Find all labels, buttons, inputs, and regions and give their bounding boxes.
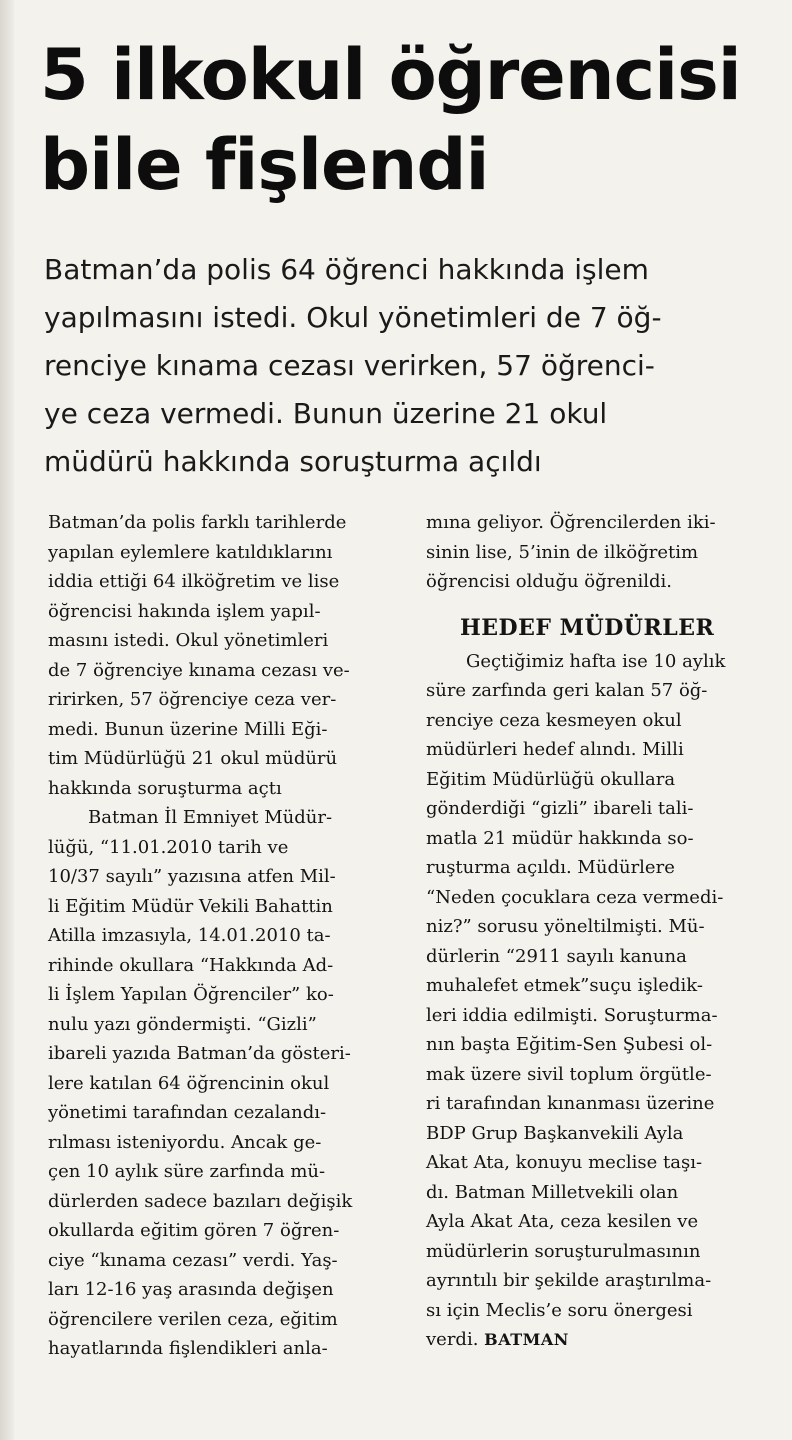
body-line: ruşturma açıldı. Müdürlere — [426, 857, 675, 878]
section-heading: HEDEF MÜDÜRLER — [460, 614, 715, 641]
article-headline — [40, 30, 760, 210]
body-line: lüğü, “11.01.2010 tarih ve — [48, 836, 289, 858]
body-line: BDP Grup Başkanvekili Ayla — [426, 1122, 684, 1144]
final-text: verdi. — [426, 1329, 479, 1350]
body-line: müdürleri hedef alındı. Milli — [426, 739, 684, 760]
body-line: mak üzere sivil toplum örgütle- — [426, 1063, 712, 1085]
body-line: li İşlem Yapılan Öğrenciler” ko- — [48, 984, 334, 1005]
headline-line-2: bile fişlendi — [40, 124, 489, 206]
body-line: muhalefet etmek”suçu işledik- — [426, 975, 703, 996]
body-line: hayatlarında fişlendikleri anla- — [48, 1338, 328, 1359]
page-edge-shadow — [0, 0, 14, 1440]
body-line: iddia ettiği 64 ilköğretim ve lise — [48, 571, 340, 592]
body-line: ları 12-16 yaş arasında değişen — [48, 1279, 334, 1300]
body-line: öğrencilere verilen ceza, eğitim — [48, 1308, 338, 1330]
body-line: ririrken, 57 öğrenciye ceza ver- — [48, 689, 337, 710]
body-line: dı. Batman Milletvekili olan — [426, 1181, 679, 1203]
body-line: ayrıntılı bir şekilde araştırılma- — [426, 1270, 712, 1291]
body-line: lere katılan 64 öğrencinin okul — [48, 1072, 330, 1094]
body-line: öğrencisi hakında işlem yapıl- — [48, 600, 321, 622]
article-subhead — [44, 246, 764, 486]
body-line: Akat Ata, konuyu meclise taşı- — [426, 1152, 703, 1173]
body-line: dürlerin “2911 sayılı kanuna — [426, 945, 687, 967]
body-line: Batman’da polis farklı tarihlerde — [48, 512, 347, 533]
body-line: niz?” sorusu yöneltilmişti. Mü- — [426, 916, 705, 937]
body-line: dürlerden sadece bazıları değişik — [48, 1190, 353, 1212]
subhead-line: yapılmasını istedi. Okul yönetimleri de 7 öğ- — [44, 301, 662, 334]
body-line: rihinde okullara “Hakkında Ad- — [48, 954, 334, 976]
body-line: sinin lise, 5’inin de ilköğretim — [426, 541, 699, 563]
body-line: masını istedi. Okul yönetimleri — [48, 630, 329, 651]
body-line: gönderdiği “gizli” ibareli tali- — [426, 798, 694, 819]
body-line: matla 21 müdür hakkında so- — [426, 827, 694, 849]
right-column — [426, 508, 768, 1355]
body-line: renciye ceza kesmeyen okul — [426, 709, 682, 731]
body-line: süre zarfında geri kalan 57 öğ- — [426, 680, 708, 701]
body-line: yönetimi tarafından cezalandı- — [48, 1102, 327, 1123]
body-line: medi. Bunun üzerine Milli Eği- — [48, 718, 328, 740]
body-line: “Neden çocuklara ceza vermedi- — [426, 886, 724, 908]
subhead-line: Batman’da polis 64 öğrenci hakkında işlem — [44, 253, 649, 286]
body-line: ibareli yazıda Batman’da gösteri- — [48, 1043, 351, 1064]
body-line: Eğitim Müdürlüğü okullara — [426, 768, 676, 790]
left-column — [48, 508, 390, 1364]
body-line: li Eğitim Müdür Vekili Bahattin — [48, 895, 333, 917]
body-line: 10/37 sayılı” yazısına atfen Mil- — [48, 866, 336, 887]
body-line: Ayla Akat Ata, ceza kesilen ve — [426, 1211, 699, 1232]
body-line: mına geliyor. Öğrencilerden iki- — [426, 512, 716, 533]
body-line: Batman İl Emniyet Müdür- — [88, 807, 333, 828]
body-line: öğrencisi olduğu öğrenildi. — [426, 571, 673, 592]
body-line: Geçtiğimiz hafta ise 10 aylık — [466, 650, 726, 672]
body-line: müdürlerin soruşturulmasının — [426, 1240, 701, 1262]
body-line: yapılan eylemlere katıldıklarını — [48, 541, 333, 563]
body-line: okullarda eğitim gören 7 öğren- — [48, 1220, 340, 1241]
body-line: ri tarafından kınanması üzerine — [426, 1093, 715, 1114]
subhead-line: ye ceza vermedi. Bunun üzerine 21 okul — [44, 397, 608, 430]
headline-line-1: 5 ilkokul öğrencisi — [40, 34, 741, 116]
body-line: hakkında soruşturma açtı — [48, 777, 282, 799]
body-line: nın başta Eğitim-Sen Şubesi ol- — [426, 1034, 713, 1055]
body-line: rılması isteniyordu. Ancak ge- — [48, 1131, 322, 1153]
body-line-final — [426, 1325, 768, 1355]
body-line: de 7 öğrenciye kınama cezası ve- — [48, 659, 350, 681]
body-line: nulu yazı göndermişti. “Gizli” — [48, 1013, 317, 1035]
subhead-line: müdürü hakkında soruşturma açıldı — [44, 445, 542, 478]
body-line: çen 10 aylık süre zarfında mü- — [48, 1161, 326, 1182]
body-line: sı için Meclis’e soru önergesi — [426, 1299, 693, 1321]
body-line: Atilla imzasıyla, 14.01.2010 ta- — [48, 925, 331, 946]
byline-signature: BATMAN — [484, 1330, 569, 1349]
body-line: ciye “kınama cezası” verdi. Yaş- — [48, 1249, 338, 1271]
body-line: leri iddia edilmişti. Soruşturma- — [426, 1004, 718, 1026]
body-line: tim Müdürlüğü 21 okul müdürü — [48, 748, 338, 769]
subhead-line: renciye kınama cezası verirken, 57 öğrenci- — [44, 349, 655, 382]
